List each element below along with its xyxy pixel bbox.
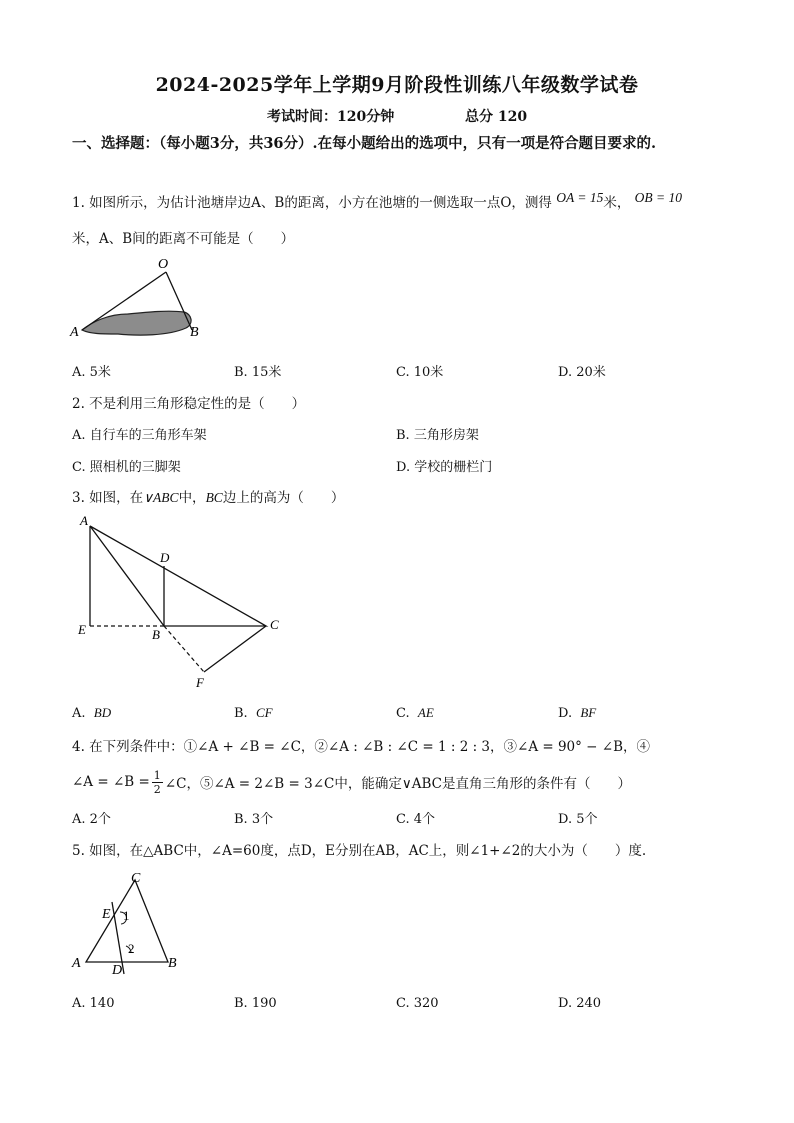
q3-option-c[interactable]: C. AE: [396, 705, 434, 721]
q2-stem: 2. 不是利用三角形稳定性的是（ ）: [72, 396, 306, 412]
q1-unit: 米，: [603, 195, 631, 211]
q1-option-b[interactable]: B. 15米: [234, 365, 282, 380]
q4-option-d[interactable]: D. 5个: [558, 812, 598, 827]
q1-pond-figure: [68, 252, 228, 347]
q4-line2: [72, 766, 631, 798]
pond-shape: [82, 311, 191, 335]
label-b: B: [190, 325, 199, 340]
label-b: B: [168, 956, 177, 971]
q5-option-a[interactable]: A. 140: [72, 996, 115, 1011]
label-e: E: [78, 622, 86, 637]
q1-option-d[interactable]: D. 20米: [558, 365, 606, 380]
label-f: F: [196, 675, 204, 690]
label-angle-1: 1: [123, 908, 130, 923]
label-c: C: [270, 617, 279, 632]
q4-option-a[interactable]: A. 2个: [72, 812, 111, 827]
q1-ob: OB = 10: [634, 190, 682, 205]
q3-stem-line: [72, 486, 344, 506]
q5-option-d[interactable]: D. 240: [558, 996, 602, 1011]
fraction-numerator: 1: [153, 768, 161, 782]
q2-option-b[interactable]: B. 三角形房架: [396, 428, 479, 443]
q5-stem: 5. 如图，在△ABC中，∠A=60度，点D，E分别在AB，AC上，则∠1+∠2的大小为（ ）度.: [72, 843, 647, 859]
q1-line1: [72, 191, 682, 211]
q5-option-b[interactable]: B. 190: [234, 996, 277, 1011]
label-d: D: [112, 963, 123, 978]
fraction-denominator: 2: [153, 782, 161, 796]
label-a: A: [72, 956, 81, 971]
q1-oa: OA = 15: [556, 190, 604, 205]
q3-stem-c: 边上的高为（ ）: [222, 490, 345, 506]
q4-line2-a: ∠A = ∠B =: [72, 774, 150, 790]
label-angle-2: 2: [128, 941, 135, 956]
q1-stem: 1. 如图所示，为估计池塘岸边A、B的距离，小方在池塘的一侧选取一点O，测得: [72, 195, 552, 211]
label-e: E: [102, 907, 111, 922]
q3-option-b[interactable]: B. CF: [234, 705, 273, 721]
q3-triangle: ∨ABC: [143, 490, 179, 505]
exam-title: 2024-2025学年上学期9月阶段性训练八年级数学试卷: [155, 74, 639, 96]
q3-bc: BC: [205, 490, 223, 505]
segment-bf-dashed: [164, 626, 204, 672]
label-c: C: [131, 871, 141, 886]
q5-triangle-figure: [68, 866, 198, 981]
q3-stem-b: 中，: [178, 490, 206, 506]
q1-line2: 米，A、B间的距离不可能是（ ）: [72, 231, 295, 247]
q3-stem-a: 3. 如图，在: [72, 490, 144, 506]
q4-option-b[interactable]: B. 3个: [234, 812, 274, 827]
section-heading: 一、选择题：（每小题3分，共36分）.在每小题给出的选项中，只有一项是符合题目要求的.: [72, 135, 657, 152]
q1-option-a[interactable]: A. 5米: [72, 365, 111, 380]
q2-option-a[interactable]: A. 自行车的三角形车架: [72, 428, 207, 443]
label-o: O: [158, 257, 169, 272]
label-a: A: [70, 325, 79, 340]
q3-option-d[interactable]: D. BF: [558, 705, 597, 721]
q1-option-c[interactable]: C. 10米: [396, 365, 444, 380]
q4-option-c[interactable]: C. 4个: [396, 812, 436, 827]
triangle-abc: [90, 526, 266, 626]
label-d: D: [160, 550, 170, 565]
label-b: B: [152, 627, 160, 642]
q2-option-d[interactable]: D. 学校的栅栏门: [396, 460, 493, 475]
q4-fraction: [152, 769, 163, 796]
q5-option-c[interactable]: C. 320: [396, 996, 439, 1011]
q3-triangle-figure: [70, 510, 290, 695]
segment-fc: [204, 626, 266, 672]
label-a: A: [80, 513, 88, 528]
exam-time: 考试时间：120分钟: [267, 109, 395, 125]
total-score: 总分 120: [465, 109, 528, 125]
q4-line1: 4. 在下列条件中：①∠A + ∠B = ∠C，②∠A : ∠B : ∠C = 1 : 2 : 3，③∠A = 90° − ∠B，④: [72, 739, 651, 755]
q2-option-c[interactable]: C. 照相机的三脚架: [72, 460, 181, 475]
q3-option-a[interactable]: A. BD: [72, 705, 112, 721]
q4-line2-b: ∠C，⑤∠A = 2∠B = 3∠C中，能确定∨ABC是直角三角形的条件有（ ）: [164, 776, 631, 792]
